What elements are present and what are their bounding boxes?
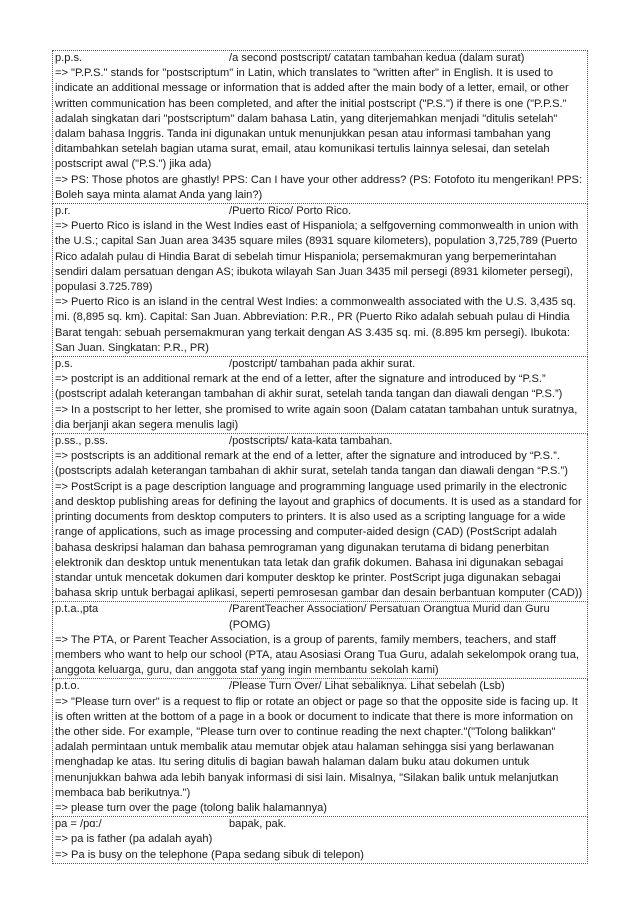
entry-line: => PS: Those photos are ghastly! PPS: Can I have your other address? (PS: Fotofoto itu mengerikan! PPS: Boleh saya minta alamat Anda yang lain?) (55, 173, 583, 201)
entry-header (55, 434, 585, 449)
entry-header (55, 602, 585, 632)
dictionary-entry (52, 357, 588, 434)
dictionary-entry (52, 817, 588, 864)
dictionary-entry (52, 204, 588, 357)
entry-gloss: /postcript/ tambahan pada akhir surat. (229, 358, 416, 371)
entry-gloss: /Please Turn Over/ Lihat sebaliknya. Lihat sebelah (Lsb) (229, 680, 505, 693)
entry-term: p.t.a.,pta (55, 603, 99, 616)
dictionary-entry (52, 434, 588, 602)
entry-line: => "P.P.S." stands for "postscriptum" in Latin, which translates to "written after" in English. It is used to indicate an additional message or information that is added after the main body of a letter, email, or other written communication has been completed, and after the initial postscript ("P.S.") if there is one ("P.P.S." adalah singkatan dari "postscriptum" dalam bahasa Latin, yang diterjemahkan menjadi "ditulis setelah" dalam bahasa Inggris. Tanda ini digunakan untuk menunjukkan pesan atau informasi tambahan yang ditambahkan setelah bagian utama surat, email, atau komunikasi tertulis lainnya selesai, dan setelah postscript awal ("P.S.") jika ada) (55, 67, 569, 171)
entry-line: => Puerto Rico is island in the West Indies east of Hispaniola; a selfgoverning commonwealth in union with the U.S.; capital San Juan area 3435 square miles (8931 square kilometers), population 3,725,789 (Puerto Rico adalah pulau di Hindia Barat di sebelah timur Hispaniola; persemakmuran yang berpemerintahan sendiri dalam persatuan dengan AS; ibukota wilayah San Juan 3435 mil persegi (8931 kilometer persegi), populasi 3.725.789) (55, 220, 579, 294)
dictionary-page (52, 50, 588, 864)
entry-line: => The PTA, or Parent Teacher Association, is a group of parents, family members, teachers, and staff members who want to help our school (PTA, atau Asosiasi Orang Tua Guru, adalah sekelompok orang tua, anggota keluarga, guru, dan anggota staf yang ingin membantu sekolah kami) (55, 633, 579, 677)
entry-line: => postscripts is an additional remark at the end of a letter, after the signature and introduced by “P.S.”. (postscripts adalah keterangan tambahan di akhir surat, setelah tanda tangan dan diawali dengan “P.S.”) (55, 450, 568, 478)
entry-line: => In a postscript to her letter, she promised to write again soon (Dalam catatan tambahan untuk suratnya, dia berjanji akan segera menulis lagi) (55, 403, 578, 431)
entry-line: => Puerto Rico is an island in the central West Indies: a commonwealth associated with the U.S. 3,435 sq. mi. (8,895 sq. km). Capital: San Juan. Abbreviation: P.R., PR (Puerto Riko adalah sebuah pulau di Hindia Barat tengah: sebuah persemakmuran yang terkait dengan AS 3.435 sq. mi. (8.895 km persegi). Ibukota: San Juan. Singkatan: P.R., PR) (55, 296, 576, 354)
entry-term: p.t.o. (55, 680, 80, 693)
entry-gloss: bapak, pak. (229, 818, 287, 831)
entry-gloss: /a second postscript/ catatan tambahan kedua (dalam surat) (229, 52, 525, 64)
entry-term: p.s. (55, 358, 73, 371)
entry-header (55, 51, 585, 66)
entry-header (55, 357, 585, 372)
entry-term: p.r. (55, 205, 71, 218)
entry-term: p.p.s. (55, 52, 83, 64)
entry-line: => postcript is an additional remark at the end of a letter, after the signature and introduced by “P.S.” (postscript adalah keterangan tambahan di akhir surat, setelah tanda tangan dan diawali dengan “P.S.”) (55, 373, 563, 401)
entry-gloss: /postscripts/ kata-kata tambahan. (229, 435, 393, 448)
entry-gloss: /Puerto Rico/ Porto Rico. (229, 205, 352, 218)
entry-term: p.ss., p.ss. (55, 435, 109, 448)
dictionary-entry (52, 679, 588, 817)
entry-line: => please turn over the page (tolong balik halamannya) (55, 801, 327, 814)
dictionary-entry (52, 602, 588, 679)
entry-header (55, 679, 585, 694)
entry-line: => Pa is busy on the telephone (Papa sedang sibuk di telepon) (55, 848, 364, 861)
entry-header (55, 204, 585, 219)
entry-gloss: /ParentTeacher Association/ Persatuan Orangtua Murid dan Guru (POMG) (229, 603, 550, 631)
dictionary-entry (52, 50, 588, 204)
entry-line: => "Please turn over" is a request to flip or rotate an object or page so that the opposite side is facing up. It is often written at the bottom of a page in a book or document to indicate that there is more information on the other side. For example, "Please turn over to continue reading the next chapter."("Tolong balikkan" adalah permintaan untuk membalik atau memutar objek atau halaman sehingga sisi yang berlawanan menghadap ke atas. Itu sering ditulis di bagian bawah halaman dalam buku atau dokumen untuk menunjukkan bahwa ada lebih banyak informasi di sisi lain. Misalnya, "Silakan balik untuk melanjutkan membaca bab berikutnya.") (55, 695, 578, 799)
entry-line: => PostScript is a page description language and programming language used primarily in the electronic and desktop publishing areas for defining the layout and graphics of documents. It is used as a standard for printing documents from desktop computers to printers. It is also used as a scripting language for a wide range of applications, such as image processing and computer-aided design (CAD) (PostScript adalah bahasa deskripsi halaman dan bahasa pemrograman yang digunakan terutama di bidang penerbitan elektronik dan desktop untuk menentukan tata letak dan grafik dokumen. Bahasa ini digunakan sebagai standar untuk mencetak dokumen dari komputer desktop ke printer. PostScript juga digunakan sebagai bahasa skrip untuk berbagai aplikasi, seperti pemrosesan gambar dan desain berbantuan komputer (CAD)) (55, 480, 583, 600)
entry-term: pa = /pɑ:/ (55, 818, 102, 831)
entry-header (55, 817, 585, 832)
entry-line: => pa is father (pa adalah ayah) (55, 833, 213, 846)
